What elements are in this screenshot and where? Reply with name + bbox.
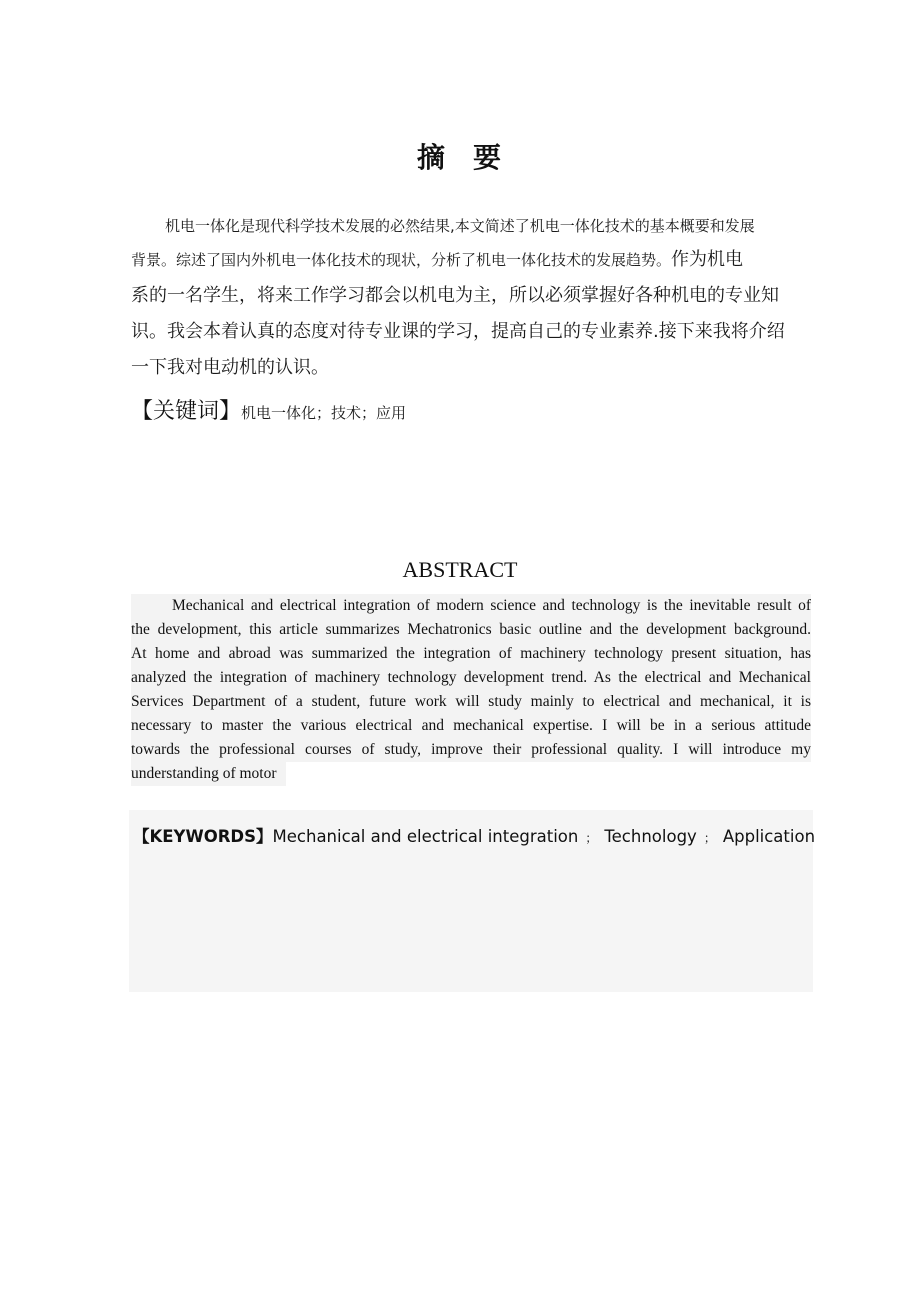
english-keywords-box bbox=[129, 810, 816, 992]
english-keyword-2: Technology bbox=[604, 827, 697, 846]
en-abstract-line-8: understanding of motor bbox=[131, 762, 811, 786]
en-abstract-line-7: towards the professional courses of study, improve their professional quality. I will introduce my bbox=[131, 738, 811, 762]
cn-abstract-line-2b: 作为机电 bbox=[671, 249, 744, 270]
english-keywords-label: 【KEYWORDS】 bbox=[133, 827, 273, 846]
chinese-abstract-title bbox=[0, 136, 920, 176]
en-abstract-line-4: analyzed the integration of machinery technology development trend. As the electrical and Mechanical bbox=[131, 666, 811, 690]
chinese-abstract-body bbox=[131, 210, 807, 386]
title-char-1: 摘 bbox=[416, 141, 447, 174]
english-abstract-body bbox=[131, 594, 811, 786]
en-abstract-line-5: Services Department of a student, future work will study mainly to electrical and mechanical, it is bbox=[131, 690, 811, 714]
cn-abstract-line-4: 识。我会本着认真的态度对待专业课的学习，提高自己的专业素养.接下来我将介绍 bbox=[131, 321, 785, 342]
en-abstract-line-2: the development, this article summarizes Mechatronics basic outline and the development background. bbox=[131, 618, 811, 642]
english-abstract-title: ABSTRACT bbox=[402, 557, 518, 582]
chinese-keywords-text: 机电一体化；技术；应用 bbox=[241, 404, 407, 422]
en-abstract-line-1: Mechanical and electrical integration of modern science and technology is the inevitable result of bbox=[131, 594, 811, 618]
cn-abstract-line-2 bbox=[131, 242, 807, 278]
cn-abstract-line-5: 一下我对电动机的认识。 bbox=[131, 357, 329, 378]
keyword-separator-2: ； bbox=[703, 831, 716, 845]
chinese-keywords bbox=[131, 394, 807, 425]
en-abstract-line-6: necessary to master the various electrical and mechanical expertise. I will be in a serious attitude bbox=[131, 714, 811, 738]
cn-abstract-line-2a: 背景。综述了国内外机电一体化技术的现状，分析了机电一体化技术的发展趋势。 bbox=[131, 251, 672, 269]
english-keywords-row bbox=[133, 823, 815, 847]
cn-abstract-line-3: 系的一名学生，将来工作学习都会以机电为主，所以必须掌握好各种机电的专业知 bbox=[131, 285, 779, 306]
chinese-keywords-label: 【关键词】 bbox=[131, 399, 242, 424]
en-abstract-line-3: At home and abroad was summarized the integration of machinery technology present situation, has bbox=[131, 642, 811, 666]
english-keyword-1: Mechanical and electrical integration bbox=[272, 827, 579, 846]
english-keyword-3: Application bbox=[722, 827, 816, 846]
keyword-separator-1: ； bbox=[585, 831, 598, 845]
cn-abstract-line-1: 机电一体化是现代科学技术发展的必然结果,本文简述了机电一体化技术的基本概要和发展 bbox=[165, 217, 755, 235]
title-char-2: 要 bbox=[473, 141, 504, 174]
